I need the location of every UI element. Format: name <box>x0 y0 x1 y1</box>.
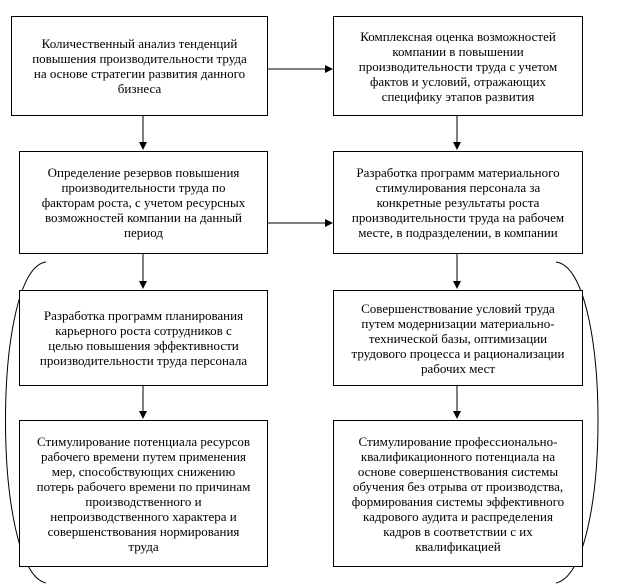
box-reserves-determination <box>19 151 268 254</box>
box-working-conditions <box>333 290 583 386</box>
box-career-planning-text: Разработка программ планирования карьерного роста сотрудников с целью повышения эффективности производительности труда персонала <box>39 308 248 368</box>
box-reserves-determination-text: Определение резервов повышения производительности труда по факторам роста, с учетом ресурсных возможностей компании на данный период <box>41 165 246 240</box>
box-comprehensive-assessment <box>333 16 583 116</box>
box-working-time-stimulation-text: Стимулирование потенциала ресурсов рабочего времени путем применения мер, способствующих снижению потерь рабочего времени по причинам производственного и непроизводственного характера и совершенствования нормирования труда <box>36 433 251 554</box>
box-working-conditions-text: Совершенствование условий труда путем модернизации материально- технической базы, оптимизации трудового процесса и рационализации рабочих мест <box>351 300 565 376</box>
box-material-incentive-text: Разработка программ материального стимулирования персонала за конкретные результаты роста производительности труда на рабочем месте, в подразделении, в компании <box>351 165 565 240</box>
box-material-incentive <box>333 151 583 254</box>
box-quantitative-analysis <box>11 16 268 116</box>
box-career-planning <box>19 290 268 386</box>
box-comprehensive-assessment-text: Комплексная оценка возможностей компании в повышении производительности труда с учетом фактов и условий, отражающих специфику этапов развития <box>358 28 558 104</box>
box-qualification-stimulation-text: Стимулирование профессионально- квалификационного потенциала на основе совершенствования системы обучения без отрыва от производства, формирования системы эффективного кадрового аудита и распределения кадров в соответствии с их квалификацией <box>351 433 565 554</box>
box-quantitative-analysis-text: Количественный анализ тенденций повышения производительности труда на основе стратегии развития данного бизнеса <box>32 36 247 96</box>
box-working-time-stimulation <box>19 420 268 567</box>
box-qualification-stimulation <box>333 420 583 567</box>
